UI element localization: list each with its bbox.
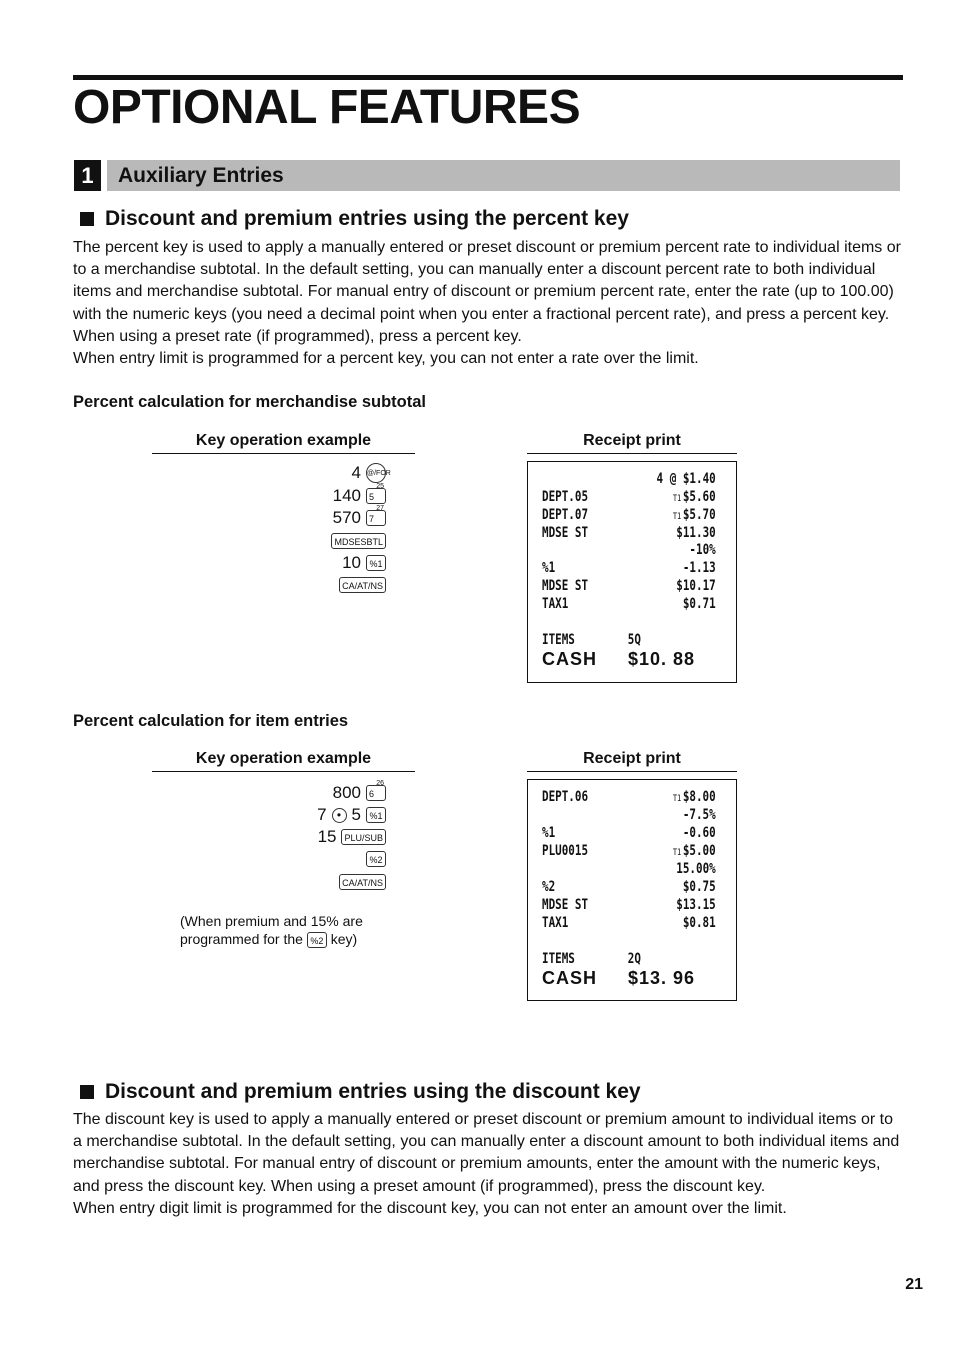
example2-receipt	[527, 779, 737, 1001]
receipt-label: TAX1	[542, 915, 569, 931]
example2-note	[180, 912, 363, 948]
receipt-count: 5Q	[627, 632, 641, 648]
key-number: 4	[351, 463, 361, 482]
key-label: 5	[369, 492, 375, 502]
key-number: 15	[317, 827, 337, 846]
receipt-total-line	[542, 968, 716, 986]
receipt-total: $13. 96	[628, 968, 696, 988]
key-row	[339, 575, 386, 595]
receipt-label: DEPT.07	[542, 507, 589, 523]
plu-sub-key[interactable]: PLU/SUB	[341, 829, 386, 845]
tax-flag: T1	[672, 794, 682, 804]
receipt-line	[542, 507, 716, 525]
key-row	[332, 505, 386, 528]
receipt-label: MDSE ST	[542, 897, 589, 913]
receipt-line	[542, 596, 716, 614]
example1-receipt	[527, 461, 737, 683]
example1-key-header: Key operation example	[152, 432, 415, 454]
receipt-label: ITEMS	[542, 632, 575, 648]
receipt-line	[542, 825, 716, 843]
percent1-key[interactable]: %1	[366, 807, 386, 823]
note-line: (When premium and 15% are	[180, 913, 363, 929]
receipt-value: -1.13	[682, 560, 716, 576]
receipt-label: %2	[542, 879, 556, 895]
note-text: key)	[330, 931, 358, 947]
receipt-label: TAX1	[542, 596, 569, 612]
receipt-line	[542, 843, 716, 861]
receipt-value: $5.70	[682, 507, 716, 523]
receipt-label: ITEMS	[542, 951, 575, 967]
key-number: 10	[342, 553, 361, 572]
receipt-label: CASH	[542, 649, 598, 669]
key-label: 6	[369, 789, 375, 799]
square-bullet-icon	[80, 1085, 94, 1099]
receipt-line	[542, 489, 716, 507]
receipt-value: 15.00%	[676, 861, 716, 877]
paragraph: The percent key is used to apply a manually entered or preset discount or premium percent rate to individual items or to a merchandise subtotal. In the default setting, you can manually enter a discount percent rate to both individual items and merchandise subtotal. For manual entry of discount or premium percent rate, enter the rate (up to 100.00) with the numeric keys (you need a decimal point when you enter a fractional percent rate), and press a percent key. When using a preset rate (if programmed), press a percent key.	[73, 239, 901, 345]
key-row	[332, 483, 386, 506]
receipt-total-line	[542, 649, 716, 667]
percent-key-heading-text: Discount and premium entries using the percent key	[105, 207, 629, 230]
receipt-label: MDSE ST	[542, 525, 589, 541]
note-text: programmed for the	[180, 931, 303, 947]
receipt-value: $13.15	[676, 897, 716, 913]
cash-key[interactable]: CA/AT/NS	[339, 874, 386, 890]
key-number: 5	[351, 805, 361, 824]
receipt-line	[542, 897, 716, 915]
example1-receipt-header: Receipt print	[527, 432, 737, 454]
receipt-value: -10%	[689, 542, 716, 558]
receipt-line	[542, 951, 678, 969]
example2-key-sequence	[200, 780, 386, 898]
percent-key-description	[73, 237, 905, 370]
note-line	[180, 930, 363, 948]
example2-receipt-header: Receipt print	[527, 750, 737, 772]
receipt-label: MDSE ST	[542, 578, 589, 594]
paragraph: When entry digit limit is programmed for the discount key, you can not enter an amount over the limit.	[73, 1199, 787, 1217]
paragraph: When entry limit is programmed for a percent key, you can not enter a rate over the limit.	[73, 350, 699, 368]
receipt-line	[542, 807, 716, 825]
receipt-count: 2Q	[627, 951, 641, 967]
receipt-line	[542, 879, 716, 897]
example1-key-sequence	[200, 463, 391, 603]
receipt-value: $10.17	[676, 578, 716, 594]
receipt-value: 4 @ $1.40	[656, 471, 716, 487]
cash-key[interactable]: CA/AT/NS	[339, 577, 386, 593]
percent-key-heading	[80, 206, 629, 232]
tax-flag: T1	[672, 512, 682, 522]
key-sup: 26	[376, 780, 384, 787]
dept-7-key[interactable]	[366, 505, 386, 526]
receipt-value: $11.30	[676, 525, 716, 541]
receipt-value: -0.60	[682, 825, 716, 841]
receipt-line	[542, 525, 716, 543]
key-number: 570	[332, 508, 361, 527]
key-sup: 27	[376, 505, 384, 512]
key-row	[342, 553, 386, 573]
receipt-line	[542, 542, 716, 560]
discount-key-heading-text: Discount and premium entries using the discount key	[105, 1080, 641, 1103]
key-row	[318, 827, 386, 847]
at-for-key[interactable]: @/FOR	[366, 463, 386, 483]
receipt-value: $0.81	[682, 915, 716, 931]
example2-key-header: Key operation example	[152, 750, 415, 772]
receipt-label: CASH	[542, 968, 598, 988]
receipt-label: DEPT.05	[542, 489, 589, 505]
receipt-line	[542, 789, 716, 807]
receipt-label: %1	[542, 825, 556, 841]
tax-flag: T1	[672, 848, 682, 858]
page-number: 21	[905, 1276, 923, 1293]
page-title: OPTIONAL FEATURES	[73, 81, 581, 134]
key-sup: 25	[376, 483, 384, 490]
example1-heading: Percent calculation for merchandise subtotal	[73, 393, 427, 411]
key-row	[339, 872, 386, 892]
receipt-label: %1	[542, 560, 556, 576]
receipt-line	[542, 560, 716, 578]
receipt-value: $5.60	[682, 489, 716, 505]
section-number: 1	[74, 160, 101, 191]
dept-6-key[interactable]	[366, 780, 386, 801]
paragraph: The discount key is used to apply a manually entered or preset discount or premium amount to individual items or to a merchandise subtotal. In the default setting, you can manually enter a discount amount to both individual items and merchandise subtotal. For manual entry of discount or premium amounts, enter the amount with the numeric keys, and press the discount key. When using a preset amount (if programmed), press the discount key.	[73, 1111, 900, 1195]
receipt-total: $10. 88	[628, 649, 696, 669]
percent2-key: %2	[307, 932, 327, 948]
receipt-value: $0.71	[682, 596, 716, 612]
receipt-line	[542, 632, 678, 650]
percent2-key[interactable]: %2	[366, 851, 386, 867]
discount-key-heading	[80, 1079, 641, 1105]
receipt-line	[542, 471, 716, 489]
key-label: 7	[369, 514, 375, 524]
key-row	[331, 531, 386, 551]
key-number: 800	[332, 783, 361, 802]
key-number: 140	[332, 486, 361, 505]
key-row	[366, 849, 386, 869]
discount-key-description	[73, 1109, 905, 1220]
dept-5-key[interactable]	[366, 483, 386, 504]
percent1-key[interactable]: %1	[366, 555, 386, 571]
receipt-label: DEPT.06	[542, 789, 589, 805]
section-title: Auxiliary Entries	[118, 164, 284, 187]
key-row	[351, 463, 391, 483]
mdse-subtotal-key[interactable]: MDSESBTL	[331, 533, 386, 549]
receipt-value: $5.00	[682, 843, 716, 859]
tax-flag: T1	[672, 494, 682, 504]
decimal-point-key[interactable]: •	[332, 808, 347, 823]
receipt-value: $8.00	[682, 789, 716, 805]
receipt-value: $0.75	[682, 879, 716, 895]
receipt-line	[542, 915, 716, 933]
receipt-line	[542, 861, 716, 879]
receipt-line	[542, 578, 716, 596]
key-number: 7	[317, 805, 327, 824]
example2-heading: Percent calculation for item entries	[73, 712, 349, 730]
receipt-value: -7.5%	[682, 807, 716, 823]
receipt-label: PLU0015	[542, 843, 589, 859]
key-row	[317, 805, 386, 825]
key-row	[332, 780, 386, 803]
square-bullet-icon	[80, 212, 94, 226]
